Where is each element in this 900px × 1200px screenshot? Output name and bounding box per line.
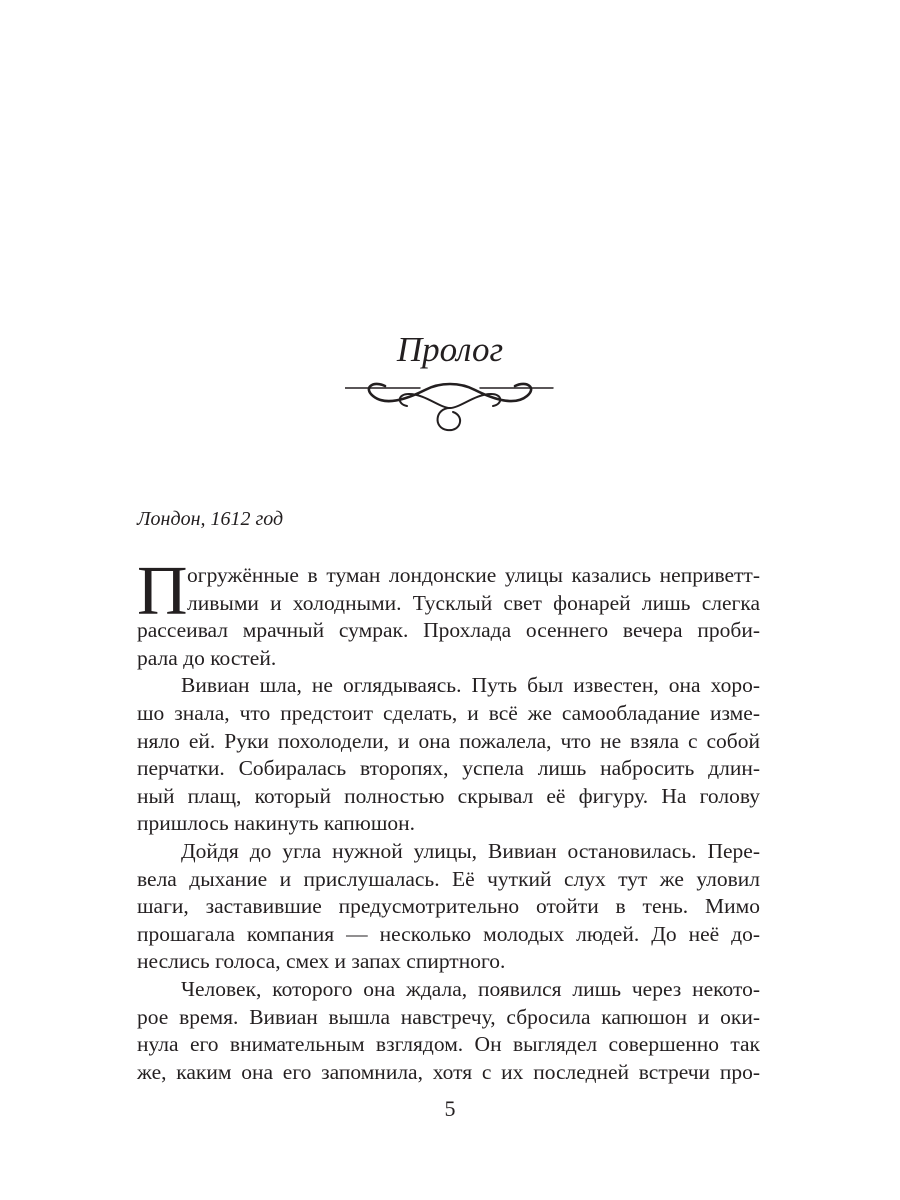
text-line: рала до костей. [137, 645, 277, 670]
body-text [137, 553, 760, 1086]
text-line: рое время. Вивиан вышла навстречу, сбросила капюшон и оки- [137, 1004, 760, 1029]
place-date: Лондон, 1612 год [137, 508, 284, 530]
text-line: Дойдя до угла нужной улицы, Вивиан остановилась. Пере- [181, 838, 760, 863]
text-line: вела дыхание и прислушалась. Её чуткий слух тут же уловил [137, 866, 760, 891]
text-line: шо знала, что предстоит сделать, и всё же самообладание изме- [137, 700, 760, 725]
text-line: перчатки. Собиралась второпях, успела лишь набросить длин- [137, 756, 760, 781]
text-line: ный плащ, который полностью скрывал её фигуру. На голову [137, 783, 760, 808]
text-line: няло ей. Руки похолодели, и она пожалела, что не взяла с собой [137, 728, 760, 753]
text-line: шаги, заставившие предусмотрительно отойти в тень. Мимо [137, 894, 760, 919]
text-line: неслись голоса, смех и запах спиртного. [137, 949, 506, 974]
ornament-divider-icon [345, 378, 555, 438]
page-number: 5 [444, 1096, 456, 1121]
text-line: ливыми и холодными. Тусклый свет фонарей лишь слегка [187, 590, 760, 615]
text-line: нула его внимательным взглядом. Он выглядел совершенно так [137, 1032, 760, 1057]
text-line: пришлось накинуть капюшон. [137, 811, 416, 836]
text-line: же, каким она его запомнила, хотя с их последней встречи про- [137, 1059, 760, 1084]
text-line: Вивиан шла, не оглядываясь. Путь был известен, она хоро- [181, 673, 760, 698]
drop-cap: П [137, 553, 188, 630]
text-line: рассеивал мрачный сумрак. Прохлада осеннего вечера проби- [137, 618, 760, 643]
text-line: Человек, которого она ждала, появился лишь через некото- [181, 976, 760, 1001]
chapter-title: Пролог [396, 330, 504, 369]
text-line: прошагала компания — несколько молодых людей. До неё до- [137, 921, 760, 946]
text-line: огружённые в туман лондонские улицы казались неприветт- [187, 563, 760, 587]
